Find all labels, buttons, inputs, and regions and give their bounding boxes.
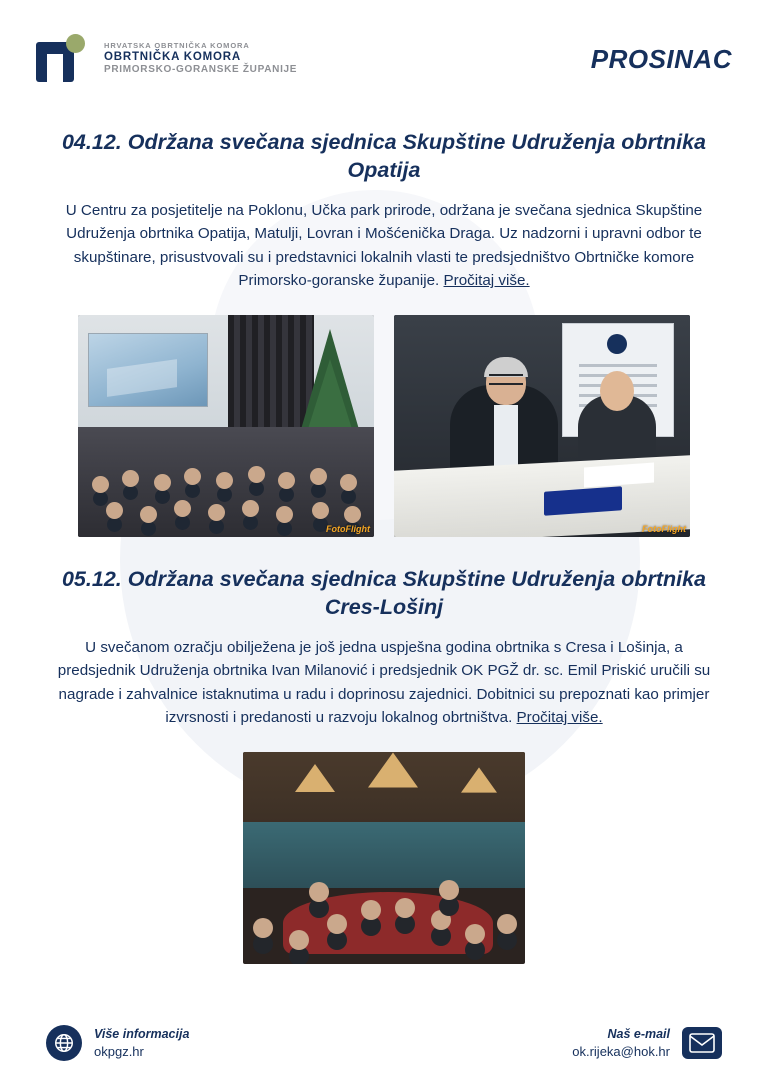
article-2 (0, 565, 768, 964)
article-1-photo-2 (394, 315, 690, 537)
footer-email-text (572, 1026, 670, 1060)
article-1-photo-1 (78, 315, 374, 537)
dinner-guests-figures (243, 844, 525, 964)
footer-email-label: Naš e-mail (607, 1026, 670, 1041)
footer-email (572, 1026, 722, 1060)
article-2-photo-1 (243, 752, 525, 964)
logo-line-3: PRIMORSKO-GORANSKE ŽUPANIJE (104, 64, 298, 76)
article-1-read-more-link[interactable]: Pročitaj više. (443, 272, 530, 290)
audience-figures (78, 433, 374, 537)
brand-text (104, 42, 297, 76)
article-2-photos (34, 752, 734, 964)
article-1-body (46, 199, 722, 293)
envelope-icon (682, 1027, 722, 1059)
article-2-text: U svečanom ozračju obilježena je još jedna uspješna godina obrtnika s Cresa i Lošinja, a predsjednik Udruženja obrtnika Ivan Milanović i predsjednik OK PGŽ dr. sc. Emil Priskić uručili su nagrade i zahvalnice istaknutima u radu i doprinosu zajednici. Dobitnici su prepoznati kao primjer izvrsnosti i predanosti u razvoju lokalnog obrtništva. (57, 638, 711, 727)
logo-line-2: OBRTNIČKA KOMORA (104, 50, 241, 63)
article-1 (0, 128, 768, 537)
chamber-logo-icon (36, 34, 94, 84)
footer-website-link[interactable]: okpgz.hr (94, 1043, 144, 1059)
article-2-read-more-link[interactable]: Pročitaj više. (516, 709, 603, 727)
month-title: PROSINAC (590, 43, 732, 74)
footer-info-text (94, 1026, 189, 1060)
footer-info-label: Više informacija (94, 1026, 190, 1041)
article-2-body (46, 636, 722, 730)
photo-watermark: FotoFlight (326, 524, 370, 534)
page-header (0, 0, 768, 84)
photo-watermark: FotoFlight (642, 524, 686, 534)
article-1-photos (34, 315, 734, 537)
footer-email-link[interactable]: ok.rijeka@hok.hr (572, 1043, 670, 1059)
brand-logo (36, 34, 297, 84)
logo-line-1: HRVATSKA OBRTNIČKA KOMORA (104, 40, 250, 50)
globe-icon (46, 1025, 82, 1061)
page-footer (0, 1000, 768, 1086)
article-1-title: 04.12. Održana svečana sjednica Skupštine Udruženja obrtnika Opatija (61, 130, 707, 183)
article-2-title: 05.12. Održana svečana sjednica Skupštine Udruženja obrtnika Cres-Lošinj (61, 567, 707, 620)
footer-info (46, 1025, 189, 1061)
article-1-text: U Centru za posjetitelje na Poklonu, Učka park prirode, održana je svečana sjednica Skupštine Udruženja obrtnika Opatija, Matulji, Lovran i Mošćenička Draga. Uz nadzorni i upravni odbor te skupštinare, prisustvovali su i predstavnici lokalnih vlasti te predsjedništvo Obrtničke komore Primorsko-goranske županije. (65, 201, 703, 290)
